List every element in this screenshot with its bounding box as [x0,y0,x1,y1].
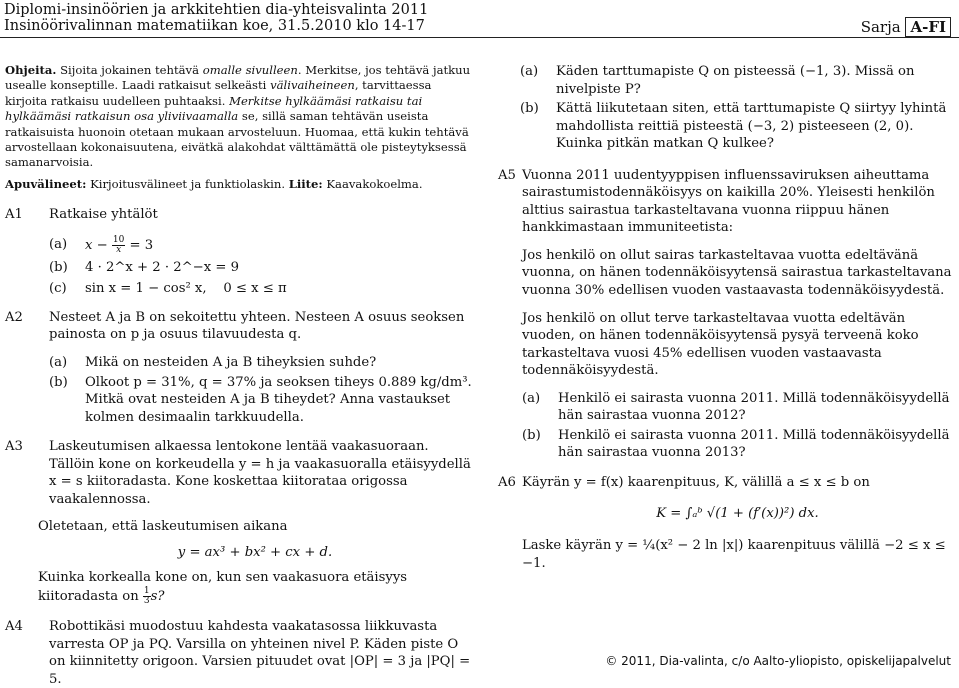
sub-text: Henkilö ei sairasta vuonna 2011. Millä todennäköisyydellä hän sairastaa vuonna 2012? [558,390,950,424]
sarja-code: A-FI [905,17,951,37]
sub-text: Henkilö ei sairasta vuonna 2011. Millä todennäköisyydellä hän sairastaa vuonna 2013? [558,427,950,461]
sub-label: (a) [520,64,539,79]
a6-text-2: Laske käyrän y = ¼(x² − 2 ln |x|) kaarenpituus välillä −2 ≤ x ≤ −1. [522,538,946,571]
question-number: A2 [5,309,23,325]
sub-text: Olkoot p = 31%, q = 37% ja seoksen tiheys 0.889 kg/dm³. Mitkä ovat nesteiden A ja B tiheydet? Anna vastaukset kolmen desimaalin tarkkuudella. [85,374,472,425]
question-text: Käyrän y = f(x) kaarenpituus, K, välillä a ≤ x ≤ b on [522,474,870,490]
question-a5 [498,167,953,462]
subquestion-a2-a [49,354,472,372]
question-number: A3 [5,439,23,455]
header-line-1: Diplomi-insinöörien ja arkkitehtien dia-yhteisvalinta 2011 [4,2,429,18]
liite-text: Kaavakokoelma. [326,176,423,191]
question-a3 [5,438,472,508]
question-a6 [498,474,953,572]
sub-label: (b) [49,374,68,390]
sub-text: Käden tarttumapiste Q on pisteessä (−1, 3). Missä on nivelpiste P? [556,64,915,97]
ohjeita-label: Ohjeita. [5,63,57,77]
sub-label: (b) [522,427,541,443]
a5-paragraph-1: Jos henkilö on ollut sairas tarkasteltavaa vuotta edeltävänä vuonna, on hänen todennäköisyytensä sairastua tarkasteltavana vuonna 30% edellisen vuoden vastaavasta todennäköisyydestä. [522,247,952,299]
question-number: A4 [5,619,23,634]
a1-a-equals: = 3 [129,237,154,253]
subquestion-a5-b [522,427,953,462]
sub-label: (b) [49,259,68,275]
subquestion-a2-b [49,374,472,427]
sarja-label: Sarja [860,18,901,36]
ohjeita-text-3: , tarvittaessa kirjoita ratkaisu uudelleen puhtaaksi. [5,78,432,108]
sarja [861,18,951,36]
a6-equation: K = ∫ₐᵇ √(1 + (f′(x))²) dx. [656,506,819,522]
ohjeita-paragraph [5,63,472,171]
a3-text-2: Oletetaan, että laskeutumisen aikana [38,519,288,535]
question-number: A1 [5,207,23,223]
question-text: Ratkaise yhtälöt [49,207,158,223]
header-line-2: Insinöörivalinnan matematiikan koe, 31.5.2010 klo 14-17 [4,18,425,34]
a3-continuation [5,518,472,606]
a1-a-fraction: $\frac{10}{x}$ [112,234,125,255]
right-column [498,63,953,572]
ohjeita-text-4: se, sillä saman tehtävän useista ratkaisuista huonoin otetaan mukaan arvosteluun. Huomaa, että kukin tehtävä arvostellaan kokonaisuutena, eivätkä alakohdat välttämättä ole pisteytyksessä samanarvoisia. [5,109,469,170]
question-text: Nesteet A ja B on sekoitettu yhteen. Nesteen A osuus seoksen painosta on p ja osuus tilavuudesta q. [49,309,465,343]
ohjeita-em-3: Merkitse hylkäämäsi ratkaisu tai hylkäämäsi ratkaisun osa yliviivaamalla [5,93,423,124]
a1-b-equation: 4 · 2^x + 2 · 2^−x = 9 [85,259,239,275]
question-a2 [5,309,472,426]
sub-label: (c) [49,281,67,297]
subquestion-a1-a [49,236,472,255]
footer-copyright: © 2011, Dia-valinta, c/o Aalto-yliopisto, opiskelijapalvelut [605,654,951,669]
ohjeita-em-2: välivaiheineen [270,78,355,93]
a1-c-equation: sin x = 1 − cos² x, 0 ≤ x ≤ π [85,281,287,297]
header-rule [0,37,959,38]
ohjeita-text-2: . Merkitse, jos tehtävä jatkuu usealle konseptille. Laadi ratkaisut selkeästi [5,63,471,93]
sub-text: Kättä liikutetaan siten, että tarttumapiste Q siirtyy lyhintä mahdollista reittiä pisteestä (−3, 2) pisteeseen (2, 0). Kuinka pitkän matkan Q kulkee? [556,101,947,152]
subquestion-a5-a [522,390,953,425]
question-text: Robottikäsi muodostuu kahdesta vaakatasossa liikkuvasta varresta OP ja PQ. Varsilla on yhteinen nivel P. Käden piste O on kiinnitetty origoon. Varsien pituudet ovat |OP| = 3 ja |PQ| = 5. [49,619,471,687]
a3-text-3-row [38,569,472,606]
question-a4 [5,618,472,688]
sub-label: (a) [522,390,541,406]
subquestion-a1-b [49,259,472,277]
a3-text-3: Kuinka korkealla kone on, kun sen vaakasuora etäisyys kiitoradasta on [38,570,408,604]
apuv-text: Kirjoitusvälineet ja funktiolaskin. [90,176,286,191]
left-column [5,63,472,688]
sub-label: (b) [520,101,539,117]
a1-a-equation: x − [85,237,108,253]
sub-label: (a) [49,354,68,370]
question-a1 [5,206,472,298]
apuv-label: Apuvälineet: [5,176,87,191]
subquestion-a4-b [498,100,953,153]
a3-s: s? [150,589,165,604]
question-text: Laskeutumisen alkaessa lentokone lentää vaakasuoraan. Tällöin kone on korkeudella y = h ja vaakasuoralla etäisyydellä x = s kiitoradasta. Kone koskettaa kiitorataa origossa vaakalennossa. [49,439,471,507]
sub-text: Mikä on nesteiden A ja B tiheyksien suhde? [85,354,377,370]
subquestion-a1-c [49,280,472,298]
question-number: A5 [498,167,516,183]
a3-fraction: $\frac{1}{3}$ [143,586,150,606]
ohjeita-text-1: Sijoita jokainen tehtävä [60,63,203,77]
question-text: Vuonna 2011 uudentyyppisen influenssaviruksen aiheuttama sairastumistodennäköisyys on kaikilla 20%. Yleisesti henkilön alttius sairastua tarkasteltavana vuonna riippuu hänen hankkimastaan immuniteetista: [522,167,935,236]
sub-label: (a) [49,236,68,252]
apuvalineet-line [5,177,472,192]
ohjeita-em-1: omalle sivulleen [202,63,298,77]
liite-label: Liite: [288,176,323,191]
a3-equation: y = ax³ + bx² + cx + d. [177,544,333,560]
question-number: A6 [498,474,516,490]
a5-paragraph-2: Jos henkilö on ollut terve tarkasteltavaa vuotta edeltävän vuoden, on hänen todennäköisyytensä pysyä terveenä koko tarkasteltava vuosi 45% edellisen vuoden vastaavasta todennäköisyydestä. [522,310,919,379]
subquestion-a4-a [498,63,953,98]
